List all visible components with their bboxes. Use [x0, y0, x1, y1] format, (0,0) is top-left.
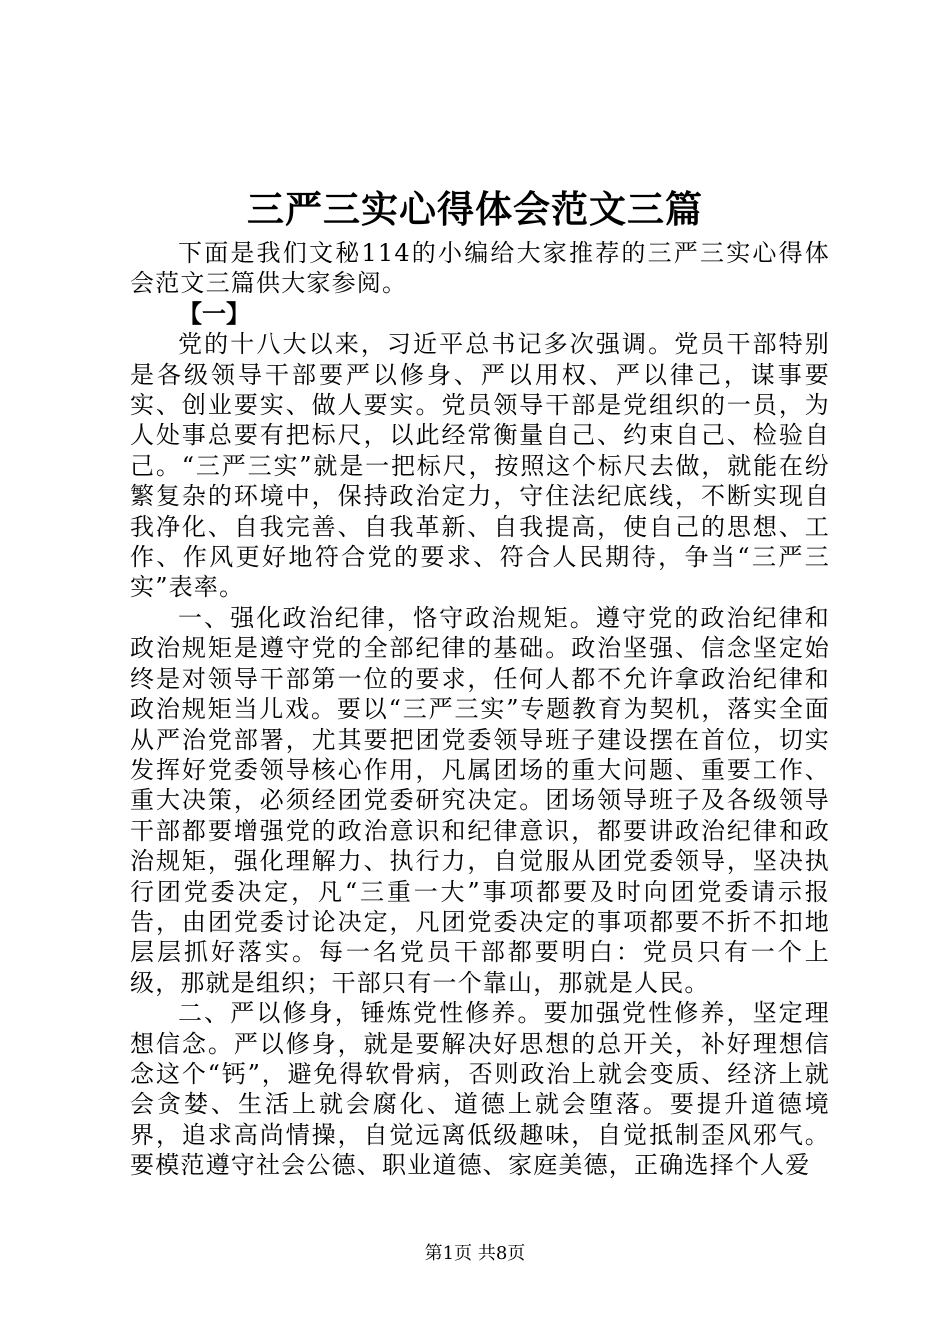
section-marker: 【一】 [178, 298, 250, 328]
body-paragraph-2: 一、强化政治纪律，恪守政治规矩。遵守党的政治纪律和政治规矩是遵守党的全部纪律的基础。政治坚强、信念坚定始终是对领导干部第一位的要求，任何人都不允许拿政治纪律和政治规矩当儿戏。要以“三严三实”专题教育为契机，落实全面从严治党部署，尤其要把团党委领导班子建设摆在首位，切实发挥好党委领导核心作用，凡属团场的重大问题、重要工作、重大决策，必须经团党委研究决定。团场领导班子及各级领导干部都要增强党的政治意识和纪律意识，都要讲政治纪律和政治规矩，强化理解力、执行力，自觉服从团党委领导，坚决执行团党委决定，凡“三重一大”事项都要及时向团党委请示报告，由团党委讨论决定，凡团党委决定的事项都要不折不扣地层层抓好落实。每一名党员干部都要明白：党员只有一个上级，那就是组织；干部只有一个靠山，那就是人民。 [130, 603, 830, 997]
document-title: 三严三实心得体会范文三篇 [247, 187, 703, 231]
page-footer: 第1页 共8页 [424, 1243, 526, 1264]
intro-paragraph: 下面是我们文秘114的小编给大家推荐的三严三实心得体会范文三篇供大家参阅。 [130, 239, 830, 298]
document-body [130, 238, 830, 1181]
body-paragraph-1: 党的十八大以来，习近平总书记多次强调。党员干部特别是各级领导干部要严以修身、严以用权、严以律己，谋事要实、创业要实、做人要实。党员领导干部是党组织的一员，为人处事总要有把标尺，以此经常衡量自己、约束自己、检验自己。“三严三实”就是一把标尺，按照这个标尺去做，就能在纷繁复杂的环境中，保持政治定力，守住法纪底线，不断实现自我净化、自我完善、自我革新、自我提高，使自己的思想、工作、作风更好地符合党的要求、符合人民期待，争当“三严三实”表率。 [130, 330, 830, 602]
body-paragraph-3: 二、严以修身，锤炼党性修养。要加强党性修养，坚定理想信念。严以修身，就是要解决好思想的总开关，补好理想信念这个“钙”，避免得软骨病，否则政治上就会变质、经济上就会贪婪、生活上就会腐化、道德上就会堕落。要提升道德境界，追求高尚情操，自觉远离低级趣味，自觉抵制歪风邪气。要模范遵守社会公德、职业道德、家庭美德，正确选择个人爱 [130, 999, 830, 1180]
